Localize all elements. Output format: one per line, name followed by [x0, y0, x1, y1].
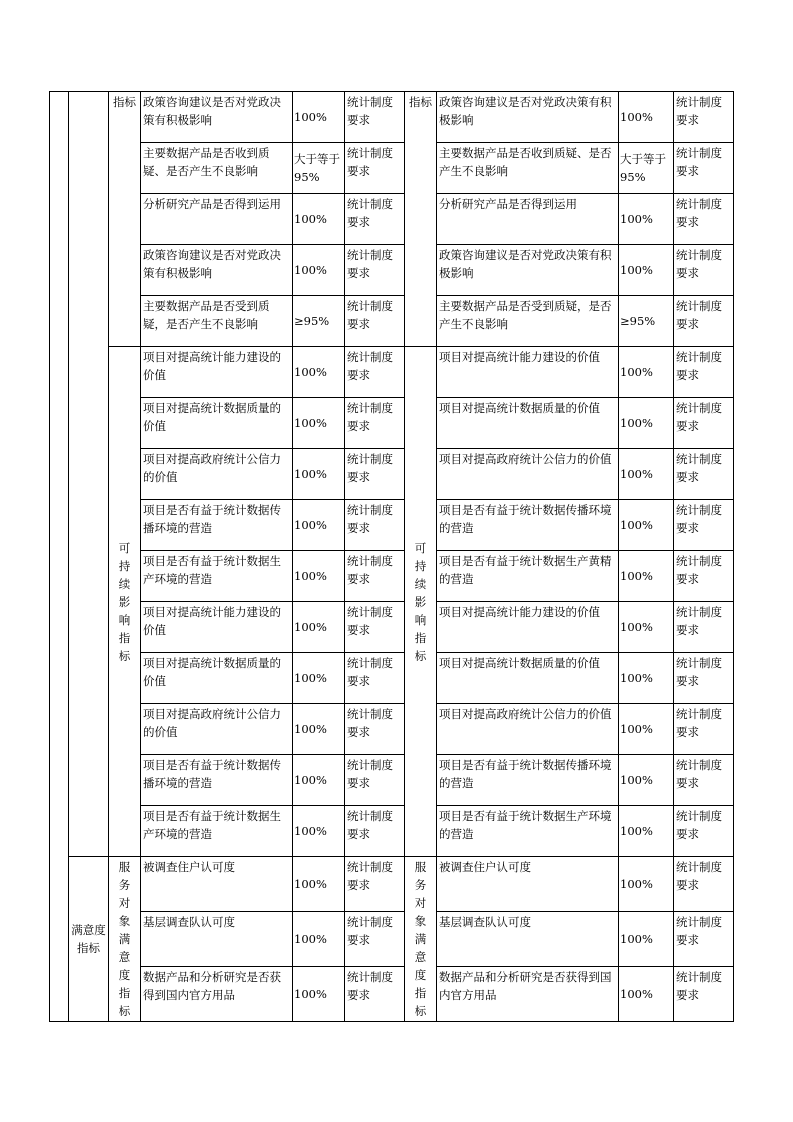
right-indicator-cell [437, 245, 619, 296]
left-indicator-cell [141, 602, 293, 653]
left-indicator-cell-text: 项目对提高政府统计公信力的价值 [143, 452, 281, 484]
left-indicator-cell-text: 分析研究产品是否得到运用 [143, 197, 281, 211]
left-indicator-cell [141, 755, 293, 806]
left-indicator-cell [141, 92, 293, 143]
left-standard-cell-text: 统计制度要求 [347, 401, 393, 433]
level2-satisfaction [69, 857, 109, 1022]
left-target-value [293, 755, 345, 806]
table-row [50, 912, 734, 967]
left-standard-cell-text: 统计制度要求 [347, 350, 393, 382]
left-target-value [293, 806, 345, 857]
right-standard-cell [674, 449, 734, 500]
right-target-value-text: 100% [620, 722, 653, 736]
right-target-value [619, 92, 674, 143]
left-standard-cell [345, 245, 405, 296]
table-row [50, 398, 734, 449]
left-target-value [293, 704, 345, 755]
right-indicator-cell [437, 551, 619, 602]
right-standard-cell-text: 统计制度要求 [676, 401, 722, 433]
left-indicator-cell-text: 项目是否有益于统计数据生产环境的营造 [143, 554, 281, 586]
left-indicator-cell-text: 项目对提高统计数据质量的价值 [143, 656, 281, 688]
left-target-value [293, 92, 345, 143]
left-target-value [293, 296, 345, 347]
right-standard-cell [674, 704, 734, 755]
right-target-value-text: 100% [620, 987, 653, 1001]
left-target-value-text: 100% [294, 212, 327, 226]
table-row [50, 347, 734, 398]
right-indicator-cell [437, 398, 619, 449]
left-target-value [293, 398, 345, 449]
left-indicator-cell [141, 653, 293, 704]
right-standard-cell [674, 857, 734, 912]
right-standard-cell [674, 398, 734, 449]
level2-cell [69, 92, 109, 857]
left-indicator-cell [141, 143, 293, 194]
left-indicator-cell-text: 被调查住户认可度 [143, 860, 235, 874]
right-indicator-cell-text: 项目对提高统计能力建设的价值 [439, 605, 600, 619]
left-indicator-cell [141, 912, 293, 967]
right-standard-cell-text: 统计制度要求 [676, 503, 722, 535]
left-standard-cell [345, 347, 405, 398]
right-target-value [619, 194, 674, 245]
right-target-value [619, 912, 674, 967]
left-indicator-cell [141, 806, 293, 857]
right-indicator-cell [437, 912, 619, 967]
left-target-value-text: 100% [294, 773, 327, 787]
right-target-value [619, 602, 674, 653]
right-target-value-text: 100% [620, 365, 653, 379]
left-target-value-text: 100% [294, 620, 327, 634]
left-indicator-cell [141, 398, 293, 449]
level1-cell [50, 92, 69, 1022]
left-indicator-cell [141, 551, 293, 602]
left-indicator-cell [141, 704, 293, 755]
right-indicator-cell-text: 项目对提高政府统计公信力的价值 [439, 452, 612, 466]
left-standard-cell [345, 602, 405, 653]
left-standard-cell [345, 755, 405, 806]
left-indicator-cell [141, 245, 293, 296]
left-standard-cell-text: 统计制度要求 [347, 95, 393, 127]
right-indicator-cell [437, 653, 619, 704]
right-standard-cell-text: 统计制度要求 [676, 299, 722, 331]
table-row [50, 704, 734, 755]
table-row [50, 449, 734, 500]
right-target-value [619, 755, 674, 806]
left-standard-cell-text: 统计制度要求 [347, 452, 393, 484]
right-indicator-cell [437, 92, 619, 143]
left-target-value [293, 912, 345, 967]
right-standard-cell [674, 143, 734, 194]
table-body [50, 92, 734, 1022]
left-level3-sustain-label: 可持续影响指标 [118, 540, 131, 663]
right-target-value-text: 100% [620, 620, 653, 634]
left-target-value-text: 100% [294, 987, 327, 1001]
left-level3-quality [109, 92, 141, 347]
table-row [50, 194, 734, 245]
left-indicator-cell-text: 政策咨询建议是否对党政决策有积极影响 [143, 248, 281, 280]
right-indicator-cell-text: 项目对提高统计能力建设的价值 [439, 350, 600, 364]
table-row [50, 143, 734, 194]
left-indicator-cell-text: 项目是否有益于统计数据传播环境的营造 [143, 758, 281, 790]
left-indicator-cell-text: 主要数据产品是否受到质疑，是否产生不良影响 [143, 299, 270, 331]
left-target-value-text: 100% [294, 263, 327, 277]
right-target-value-text: 100% [620, 467, 653, 481]
left-standard-cell [345, 92, 405, 143]
table-row [50, 857, 734, 912]
right-target-value [619, 347, 674, 398]
left-target-value [293, 449, 345, 500]
right-indicator-cell [437, 143, 619, 194]
left-target-value-text: 100% [294, 110, 327, 124]
left-target-value-text: 100% [294, 722, 327, 736]
left-target-value [293, 194, 345, 245]
left-indicator-cell-text: 项目对提高统计能力建设的价值 [143, 350, 281, 382]
right-target-value [619, 704, 674, 755]
right-standard-cell [674, 602, 734, 653]
left-standard-cell-text: 统计制度要求 [347, 860, 393, 892]
left-indicator-cell-text: 项目对提高统计能力建设的价值 [143, 605, 281, 637]
right-target-value [619, 143, 674, 194]
left-level3-service-label: 服务对象满意度指标 [118, 860, 131, 1018]
right-indicator-cell-text: 主要数据产品是否受到质疑，是否产生不良影响 [439, 299, 612, 331]
right-indicator-cell [437, 500, 619, 551]
right-standard-cell-text: 统计制度要求 [676, 452, 722, 484]
right-indicator-cell [437, 602, 619, 653]
table-row [50, 245, 734, 296]
left-indicator-cell [141, 347, 293, 398]
right-indicator-cell [437, 347, 619, 398]
left-standard-cell-text: 统计制度要求 [347, 809, 393, 841]
left-target-value-text: 100% [294, 877, 327, 891]
right-standard-cell-text: 统计制度要求 [676, 350, 722, 382]
left-target-value [293, 551, 345, 602]
left-target-value-text: 100% [294, 932, 327, 946]
right-standard-cell-text: 统计制度要求 [676, 95, 722, 127]
right-target-value-text: 100% [620, 518, 653, 532]
right-indicator-cell-text: 项目对提高统计数据质量的价值 [439, 656, 600, 670]
right-level3-sustain [405, 347, 437, 857]
right-standard-cell [674, 653, 734, 704]
right-target-value [619, 653, 674, 704]
left-standard-cell-text: 统计制度要求 [347, 758, 393, 790]
table-row [50, 500, 734, 551]
left-indicator-cell-text: 项目是否有益于统计数据生产环境的营造 [143, 809, 281, 841]
right-indicator-cell-text: 政策咨询建议是否对党政决策有积极影响 [439, 248, 612, 280]
left-standard-cell [345, 806, 405, 857]
right-target-value-text: 100% [620, 824, 653, 838]
left-standard-cell [345, 296, 405, 347]
left-level3-sustain [109, 347, 141, 857]
left-target-value [293, 602, 345, 653]
right-target-value [619, 551, 674, 602]
right-indicator-cell-text: 数据产品和分析研究是否获得到国内官方用品 [439, 970, 612, 1002]
right-indicator-cell-text: 被调查住户认可度 [439, 860, 531, 874]
right-standard-cell [674, 755, 734, 806]
table-row [50, 653, 734, 704]
right-indicator-cell-text: 主要数据产品是否收到质疑、是否产生不良影响 [439, 146, 612, 178]
right-indicator-cell [437, 967, 619, 1022]
right-target-value-text: 100% [620, 877, 653, 891]
left-standard-cell-text: 统计制度要求 [347, 248, 393, 280]
left-indicator-cell-text: 项目对提高政府统计公信力的价值 [143, 707, 281, 739]
right-standard-cell-text: 统计制度要求 [676, 146, 722, 178]
right-indicator-cell-text: 项目是否有益于统计数据生产环境的营造 [439, 809, 612, 841]
left-target-value [293, 245, 345, 296]
left-standard-cell [345, 912, 405, 967]
left-target-value-text: 100% [294, 671, 327, 685]
right-standard-cell-text: 统计制度要求 [676, 605, 722, 637]
right-target-value-text: ≥95% [620, 314, 656, 328]
right-target-value [619, 857, 674, 912]
right-indicator-cell [437, 857, 619, 912]
left-standard-cell-text: 统计制度要求 [347, 656, 393, 688]
performance-indicator-table [49, 91, 734, 1022]
table-row [50, 806, 734, 857]
right-target-value [619, 500, 674, 551]
right-standard-cell [674, 912, 734, 967]
left-target-value-text: 100% [294, 824, 327, 838]
right-target-value [619, 245, 674, 296]
right-indicator-cell-text: 项目对提高政府统计公信力的价值 [439, 707, 612, 721]
left-standard-cell [345, 194, 405, 245]
left-target-value [293, 653, 345, 704]
right-indicator-cell-text: 基层调查队认可度 [439, 915, 531, 929]
left-standard-cell-text: 统计制度要求 [347, 554, 393, 586]
right-indicator-cell-text: 项目是否有益于统计数据传播环境的营造 [439, 503, 612, 535]
right-indicator-cell [437, 449, 619, 500]
left-indicator-cell-text: 数据产品和分析研究是否获得到国内官方用品 [143, 970, 281, 1002]
left-standard-cell [345, 500, 405, 551]
left-indicator-cell [141, 857, 293, 912]
right-target-value [619, 449, 674, 500]
left-target-value [293, 143, 345, 194]
left-target-value [293, 347, 345, 398]
left-indicator-cell [141, 296, 293, 347]
right-indicator-cell [437, 296, 619, 347]
left-standard-cell [345, 449, 405, 500]
left-indicator-cell [141, 194, 293, 245]
left-indicator-cell-text: 基层调查队认可度 [143, 915, 235, 929]
right-indicator-cell-text: 项目是否有益于统计数据传播环境的营造 [439, 758, 612, 790]
right-standard-cell [674, 296, 734, 347]
right-standard-cell [674, 500, 734, 551]
right-standard-cell-text: 统计制度要求 [676, 758, 722, 790]
right-standard-cell-text: 统计制度要求 [676, 197, 722, 229]
left-standard-cell [345, 143, 405, 194]
left-indicator-cell [141, 500, 293, 551]
right-target-value-text: 大于等于95% [620, 152, 666, 184]
left-target-value [293, 857, 345, 912]
left-target-value-text: 100% [294, 569, 327, 583]
left-indicator-cell-text: 项目是否有益于统计数据传播环境的营造 [143, 503, 281, 535]
table-row [50, 296, 734, 347]
left-standard-cell-text: 统计制度要求 [347, 503, 393, 535]
left-level3-quality-label: 指标 [113, 95, 136, 109]
left-target-value [293, 967, 345, 1022]
right-standard-cell [674, 194, 734, 245]
right-standard-cell [674, 245, 734, 296]
table-row [50, 92, 734, 143]
right-standard-cell [674, 967, 734, 1022]
left-standard-cell-text: 统计制度要求 [347, 605, 393, 637]
right-target-value-text: 100% [620, 110, 653, 124]
left-standard-cell-text: 统计制度要求 [347, 197, 393, 229]
right-standard-cell-text: 统计制度要求 [676, 248, 722, 280]
left-target-value-text: ≥95% [294, 314, 330, 328]
left-target-value-text: 大于等于95% [294, 152, 340, 184]
left-standard-cell-text: 统计制度要求 [347, 970, 393, 1002]
left-standard-cell-text: 统计制度要求 [347, 707, 393, 739]
right-standard-cell [674, 551, 734, 602]
right-standard-cell-text: 统计制度要求 [676, 707, 722, 739]
right-level3-quality [405, 92, 437, 347]
right-standard-cell [674, 347, 734, 398]
right-level3-service [405, 857, 437, 1022]
table-row [50, 602, 734, 653]
left-standard-cell [345, 551, 405, 602]
right-level3-service-label: 服务对象满意度指标 [414, 860, 427, 1018]
right-standard-cell-text: 统计制度要求 [676, 970, 722, 1002]
left-standard-cell [345, 857, 405, 912]
left-indicator-cell-text: 项目对提高统计数据质量的价值 [143, 401, 281, 433]
right-indicator-cell [437, 755, 619, 806]
right-standard-cell-text: 统计制度要求 [676, 554, 722, 586]
left-target-value-text: 100% [294, 518, 327, 532]
right-standard-cell-text: 统计制度要求 [676, 915, 722, 947]
right-target-value [619, 806, 674, 857]
right-target-value [619, 967, 674, 1022]
table-row [50, 551, 734, 602]
right-target-value-text: 100% [620, 773, 653, 787]
right-target-value-text: 100% [620, 569, 653, 583]
left-indicator-cell-text: 主要数据产品是否收到质疑、是否产生不良影响 [143, 146, 270, 178]
table-row [50, 967, 734, 1022]
right-target-value-text: 100% [620, 416, 653, 430]
right-target-value [619, 296, 674, 347]
right-level3-sustain-label: 可持续影响指标 [414, 540, 427, 663]
right-indicator-cell-text: 分析研究产品是否得到运用 [439, 197, 577, 211]
right-indicator-cell-text: 项目是否有益于统计数据生产黄精的营造 [439, 554, 612, 586]
left-indicator-cell [141, 967, 293, 1022]
left-indicator-cell [141, 449, 293, 500]
left-standard-cell-text: 统计制度要求 [347, 915, 393, 947]
right-target-value-text: 100% [620, 671, 653, 685]
right-standard-cell [674, 92, 734, 143]
left-standard-cell [345, 704, 405, 755]
left-target-value [293, 500, 345, 551]
left-target-value-text: 100% [294, 416, 327, 430]
level2-satisfaction-label: 满意度指标 [71, 923, 106, 955]
left-standard-cell-text: 统计制度要求 [347, 146, 393, 178]
right-target-value-text: 100% [620, 212, 653, 226]
left-indicator-cell-text: 政策咨询建议是否对党政决策有积极影响 [143, 95, 281, 127]
right-indicator-cell [437, 704, 619, 755]
right-standard-cell-text: 统计制度要求 [676, 809, 722, 841]
left-target-value-text: 100% [294, 365, 327, 379]
right-standard-cell [674, 806, 734, 857]
right-target-value-text: 100% [620, 932, 653, 946]
left-target-value-text: 100% [294, 467, 327, 481]
right-indicator-cell-text: 项目对提高统计数据质量的价值 [439, 401, 600, 415]
right-indicator-cell [437, 806, 619, 857]
left-level3-service [109, 857, 141, 1022]
right-target-value-text: 100% [620, 263, 653, 277]
right-indicator-cell-text: 政策咨询建议是否对党政决策有积极影响 [439, 95, 612, 127]
table-row [50, 755, 734, 806]
right-target-value [619, 398, 674, 449]
right-indicator-cell [437, 194, 619, 245]
left-standard-cell [345, 398, 405, 449]
left-standard-cell [345, 653, 405, 704]
right-standard-cell-text: 统计制度要求 [676, 656, 722, 688]
left-standard-cell [345, 967, 405, 1022]
right-level3-quality-label: 指标 [409, 95, 432, 109]
left-standard-cell-text: 统计制度要求 [347, 299, 393, 331]
right-standard-cell-text: 统计制度要求 [676, 860, 722, 892]
